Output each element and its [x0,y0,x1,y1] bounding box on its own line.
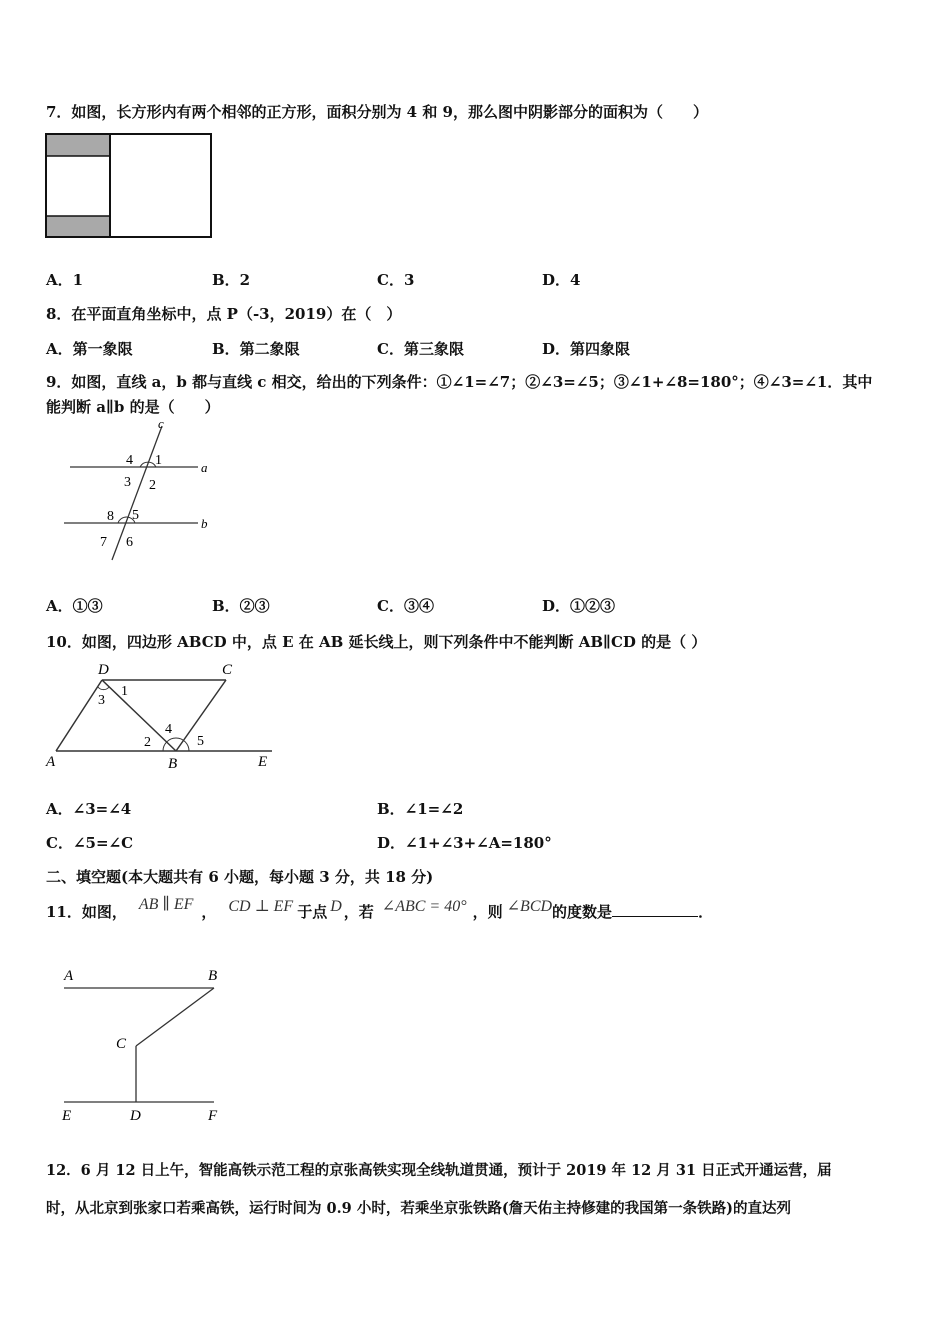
q11-end: ． [698,903,714,921]
q10-label-1: 1 [121,684,128,699]
q10-option-a: A．∠3=∠4 [46,800,132,818]
q9-label-b: b [201,516,208,531]
q10-option-b: B．∠1=∠2 [377,800,464,818]
q9-label-5: 5 [132,508,139,523]
q10-label-4: 4 [165,722,172,737]
q8-option-b: B．第二象限 [212,340,300,358]
q7-option-b: B．2 [212,271,251,289]
q9-label-2: 2 [149,478,156,493]
q11-mid2: ，若 [343,903,374,921]
q10-label-b: B [168,756,178,772]
q7-stem: 7．如图，长方形内有两个相邻的正方形，面积分别为 4 和 9，那么图中阴影部分的面积为（ ） [46,103,708,121]
q11-stem [46,896,714,923]
q10-option-d: D．∠1+∠3+∠A=180° [377,834,552,852]
q10-label-3: 3 [98,693,105,708]
q10-stem: 10．如图，四边形 ABCD 中，点 E 在 AB 延长线上，则下列条件中不能判断 AB∥CD 的是（ ） [46,633,707,651]
q8-option-d: D．第四象限 [542,340,631,358]
q9-option-a: A．①③ [46,597,103,615]
q11-suffix: 的度数是 [552,903,613,921]
q11-answer-blank [612,902,698,917]
q9-stem-line2: 能判断 a∥b 的是（ ） [46,398,220,416]
q12-line2: 时，从北京到张家口若乘高铁，运行时间为 0.9 小时，若乘坐京张铁路(詹天佑主持修建的我国第一条铁路)的直达列 [46,1200,792,1217]
q7-rectangle-figure [44,132,214,240]
q10-label-c: C [222,662,233,678]
q11-label-c: C [116,1036,127,1052]
q11-line-bc [136,988,214,1046]
q12-line1: 12．6 月 12 日上午，智能高铁示范工程的京张高铁实现全线轨道贯通，预计于 2019 年 12 月 31 日正式开通运营，届 [46,1162,832,1179]
q9-label-1: 1 [155,453,162,468]
q9-label-c: c [158,418,164,431]
q10-label-a: A [46,754,56,770]
q11-label-f: F [208,1108,218,1124]
q11-point-d: D [330,898,342,915]
q9-option-d: D．①②③ [542,597,616,615]
q11-ask-angle: ∠BCD [506,898,553,915]
q9-label-8: 8 [107,509,114,524]
q10-label-2: 2 [144,735,151,750]
q10-quadrilateral-figure [42,658,282,774]
q9-line-c [112,426,162,560]
q9-label-3: 3 [124,475,131,490]
q10-line-ad [56,680,102,751]
q8-option-a: A．第一象限 [46,340,133,358]
q7-shaded-bottom [46,216,110,237]
q8-stem: 8．在平面直角坐标中，点 P（-3，2019）在（ ） [46,305,402,323]
q9-label-4: 4 [126,453,133,468]
q10-option-c: C．∠5=∠C [46,834,134,852]
q7-option-d: D．4 [542,271,581,289]
q11-sep1: ， [201,903,217,921]
q11-mid3: ，则 [472,903,503,921]
q9-label-a: a [201,460,208,475]
section-heading: 二、填空题(本大题共有 6 小题，每小题 3 分，共 18 分) [46,868,434,886]
q11-prefix: 11．如图， [46,903,127,921]
q7-option-a: A．1 [46,271,84,289]
q9-option-b: B．②③ [212,597,270,615]
q11-label-e: E [62,1108,72,1124]
q11-label-a: A [64,968,74,984]
q11-mid1: 于点 [297,903,328,921]
q9-stem-line1: 9．如图，直线 a，b 都与直线 c 相交，给出的下列条件：①∠1=∠7；②∠3=∠5；③∠1+∠8=180°；④∠3=∠1．其中 [46,373,873,391]
q11-cond-parallel: AB ∥ EF [138,896,194,913]
q10-line-db [102,680,176,751]
q11-label-b: B [208,968,218,984]
q9-option-c: C．③④ [377,597,434,615]
q11-cond-perpendicular: CD ⊥ EF [228,898,294,915]
q9-parallel-lines-figure [60,418,220,568]
q9-label-7: 7 [100,535,107,550]
q9-label-6: 6 [126,535,133,550]
q10-angle-arc-d [98,687,109,690]
q10-label-e: E [258,754,268,770]
q10-angle-arc-b [163,738,189,751]
q11-label-d: D [130,1108,141,1124]
q11-cond-angle: ∠ABC = 40° [381,898,467,915]
q7-option-c: C．3 [377,271,415,289]
q10-label-5: 5 [197,734,204,749]
q10-label-d: D [98,662,109,678]
q7-shaded-top [46,134,110,156]
q8-option-c: C．第三象限 [377,340,464,358]
q11-figure [56,962,236,1128]
